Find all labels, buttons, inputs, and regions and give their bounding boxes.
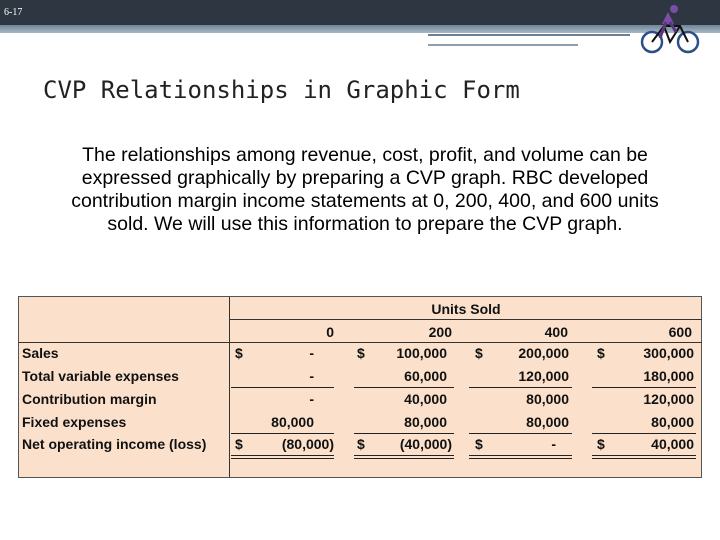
bicycle-rider-icon: [638, 2, 702, 58]
column-header: 400: [544, 324, 568, 340]
table-cell: 80,000: [404, 414, 447, 430]
table-cell: -: [309, 391, 314, 407]
table-cell: 80,000: [526, 414, 569, 430]
table-cell: 40,000: [651, 436, 694, 452]
table-cell: 120,000: [518, 368, 569, 384]
total-double-rule: [592, 455, 696, 459]
subtotal-rule: [231, 387, 334, 388]
dollar-sign: $: [597, 436, 605, 452]
subtotal-rule: [469, 433, 572, 434]
table-cell: 80,000: [526, 391, 569, 407]
table-divider: [229, 297, 230, 477]
table-cell: (40,000): [399, 436, 452, 452]
dollar-sign: $: [597, 345, 605, 361]
header-rule: [428, 34, 630, 36]
subtotal-rule: [354, 387, 454, 388]
table-cell: 200,000: [518, 345, 569, 361]
table-cell: 80,000: [651, 414, 694, 430]
subtotal-rule: [592, 387, 696, 388]
subtotal-rule: [592, 433, 696, 434]
total-double-rule: [354, 455, 454, 459]
table-cell: 120,000: [643, 391, 694, 407]
table-cell: -: [551, 436, 556, 452]
table-cell: 300,000: [643, 345, 694, 361]
dollar-sign: $: [235, 345, 243, 361]
slide-header-accent: [0, 25, 720, 33]
table-cell: 100,000: [396, 345, 447, 361]
header-rule-short: [428, 44, 578, 46]
dollar-sign: $: [235, 436, 243, 452]
dollar-sign: $: [357, 345, 365, 361]
dollar-sign: $: [357, 436, 365, 452]
subtotal-rule: [469, 387, 572, 388]
subtotal-rule: [231, 433, 334, 434]
units-sold-header: Units Sold: [431, 301, 501, 317]
total-double-rule: [231, 455, 334, 459]
column-header: 0: [326, 324, 334, 340]
table-cell: -: [309, 345, 314, 361]
table-cell: 60,000: [404, 368, 447, 384]
table-cell: (80,000): [281, 436, 334, 452]
row-label: Sales: [22, 345, 59, 361]
table-cell: 80,000: [271, 414, 314, 430]
table-cell: 40,000: [404, 391, 447, 407]
total-double-rule: [469, 455, 572, 459]
dollar-sign: $: [475, 436, 483, 452]
row-label: Contribution margin: [22, 391, 157, 407]
cvp-income-table: [18, 296, 702, 478]
table-rule: [19, 342, 702, 343]
subtotal-rule: [354, 433, 454, 434]
column-header: 600: [668, 324, 692, 340]
table-cell: -: [309, 368, 314, 384]
slide-title: CVP Relationships in Graphic Form: [43, 76, 520, 104]
table-rule: [230, 319, 702, 320]
row-label: Fixed expenses: [22, 414, 127, 430]
slide-number: 6-17: [4, 7, 23, 18]
row-label: Net operating income (loss): [22, 436, 207, 452]
table-cell: 180,000: [643, 368, 694, 384]
dollar-sign: $: [475, 345, 483, 361]
slide-header-bar: [0, 0, 720, 25]
row-label: Total variable expenses: [22, 368, 179, 384]
body-paragraph: The relationships among revenue, cost, profit, and volume can be expressed graphically by preparing a CVP graph. RBC developed contribution margin income statements at 0, 200, 400, and 600 units sold. We will use this information to prepare the CVP graph.: [71, 144, 659, 235]
column-header: 200: [428, 324, 452, 340]
